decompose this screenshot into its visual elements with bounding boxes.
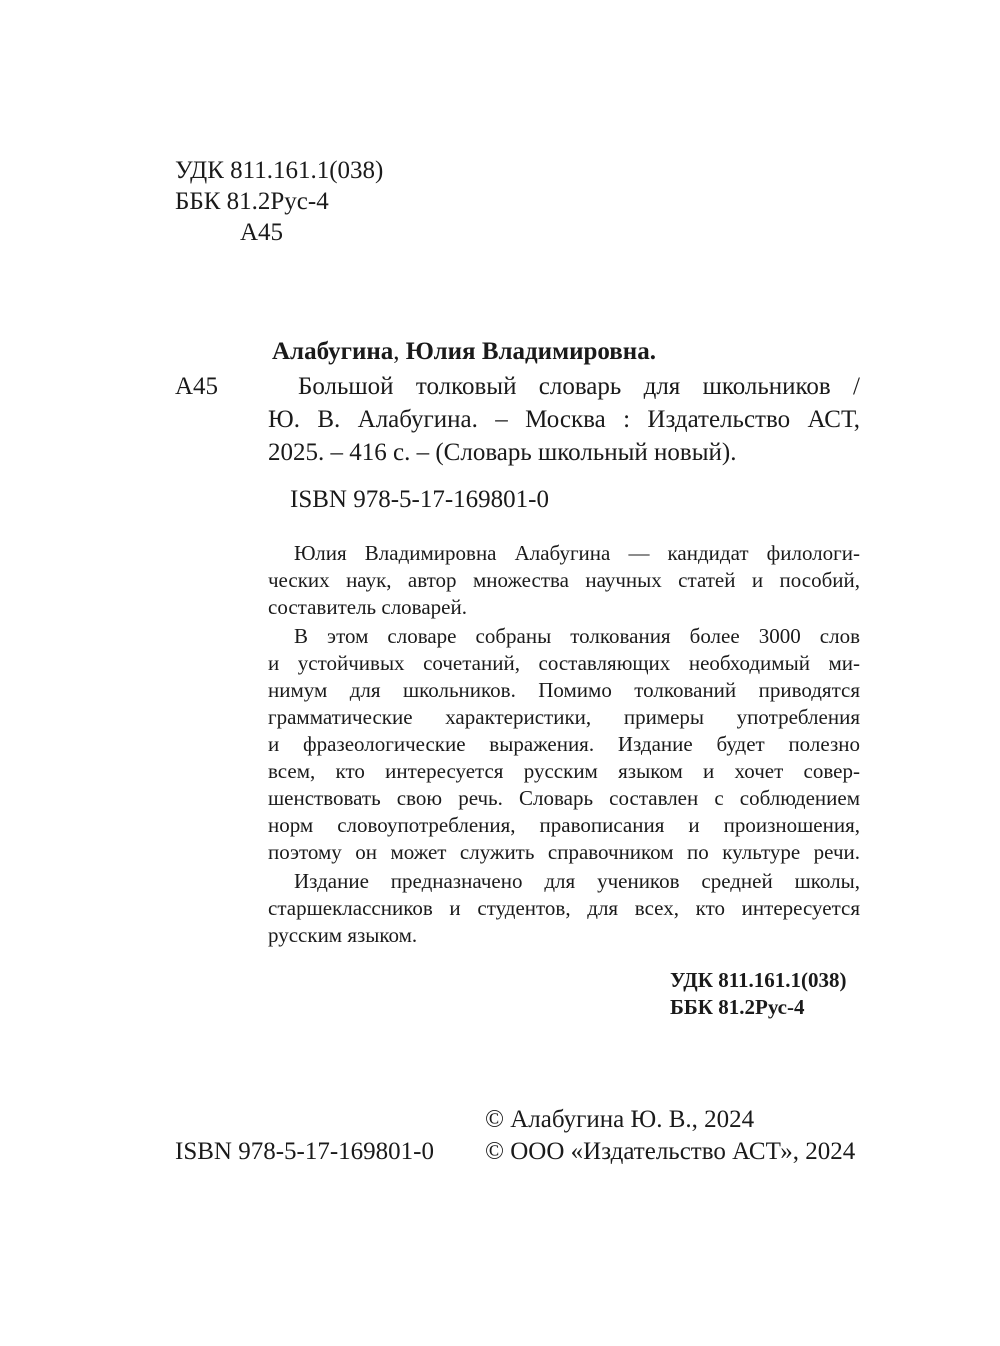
entry-cutter: А45 [175, 373, 219, 400]
author-separator: , [393, 338, 406, 365]
annotation-line: русским языком. [268, 923, 418, 947]
annotation-line: всем, кто интересуется русским языком и хочет совер- [268, 759, 860, 783]
author-given-name: Юлия Владимировна. [405, 338, 656, 365]
annotation-line: шенствовать свою речь. Словарь составлен с соблюдением [268, 786, 860, 810]
entry-desc-line: Большой толковый словарь для школьников / [298, 373, 860, 400]
footer-isbn: ISBN 978-5-17-169801-0 [175, 1138, 435, 1165]
annotation-line: старшеклассников и студентов, для всех, кто интересуется [268, 896, 860, 920]
annotation-line: норм словоупотребления, правописания и произношения, [268, 813, 860, 837]
entry-desc-line: 2025. – 416 с. – (Словарь школьный новый). [268, 439, 737, 466]
annotation-line: В этом словаре собраны толкования более 3000 слов [294, 624, 860, 648]
annotation-line: поэтому он может служить справочником по культуре речи. [268, 840, 860, 864]
annotation-line: нимум для школьников. Помимо толкований приводятся [268, 678, 860, 702]
annotation-line: составитель словарей. [268, 595, 467, 619]
annotation-line: Юлия Владимировна Алабугина — кандидат филологи- [294, 541, 860, 565]
annotation-line: Издание предназначено для учеников средней школы, [294, 869, 860, 893]
annotation-line: грамматические характеристики, примеры употребления [268, 705, 860, 729]
author-heading [272, 338, 656, 366]
bottom-bbk: ББК 81.2Рус-4 [670, 995, 805, 1019]
bottom-udk: УДК 811.161.1(038) [670, 968, 847, 992]
copyright-author: © Алабугина Ю. В., 2024 [485, 1106, 755, 1133]
top-cutter: А45 [240, 219, 284, 246]
copyright-publisher: © ООО «Издательство АСТ», 2024 [485, 1138, 856, 1165]
top-bbk: ББК 81.2Рус-4 [175, 188, 329, 215]
author-surname: Алабугина [272, 338, 394, 365]
entry-desc-line: Ю. В. Алабугина. – Москва : Издательство АСТ, [268, 406, 860, 433]
annotation-line: и устойчивых сочетаний, составляющих необходимый ми- [268, 651, 860, 675]
top-udk: УДК 811.161.1(038) [175, 157, 384, 184]
annotation-line: ческих наук, автор множества научных статей и пособий, [268, 568, 860, 592]
entry-isbn: ISBN 978-5-17-169801-0 [290, 486, 550, 513]
annotation-line: и фразеологические выражения. Издание будет полезно [268, 732, 860, 756]
